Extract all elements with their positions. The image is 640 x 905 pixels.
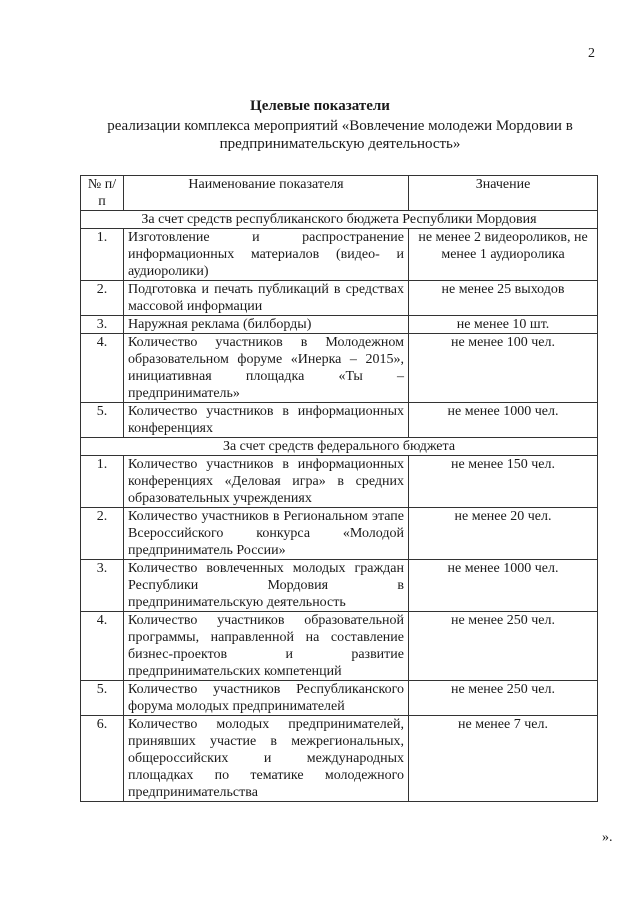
row-value: не менее 7 чел. [409, 716, 598, 802]
row-name: Количество участников в информационных конференциях [124, 403, 409, 438]
row-value: не менее 250 чел. [409, 681, 598, 716]
table-row [81, 716, 598, 802]
row-name: Подготовка и печать публикаций в средствах массовой информации [124, 281, 409, 316]
row-name: Изготовление и распространение информационных материалов (видео- и аудиоролики) [124, 229, 409, 281]
row-num: 5. [81, 681, 124, 716]
document-title: Целевые показатели [250, 98, 390, 114]
table-row [81, 334, 598, 403]
table-row [81, 316, 598, 334]
section-title: За счет средств федерального бюджета [81, 438, 598, 456]
target-indicators-table [80, 175, 598, 802]
page-number: 2 [588, 46, 595, 61]
table-row [81, 560, 598, 612]
row-name: Количество молодых предпринимателей, принявших участие в межрегиональных, общероссийских и международных площадках по тематике молодежного предпринимательства [124, 716, 409, 802]
header-num: № п/п [81, 176, 124, 211]
row-num: 6. [81, 716, 124, 802]
row-value: не менее 2 видеороликов, не менее 1 аудиоролика [409, 229, 598, 281]
row-value: не менее 100 чел. [409, 334, 598, 403]
row-num: 3. [81, 560, 124, 612]
row-num: 4. [81, 334, 124, 403]
row-value: не менее 1000 чел. [409, 403, 598, 438]
row-name: Количество участников в Региональном этапе Всероссийского конкурса «Молодой предприниматель России» [124, 508, 409, 560]
row-num: 1. [81, 456, 124, 508]
table-row [81, 681, 598, 716]
header-name: Наименование показателя [124, 176, 409, 211]
row-num: 4. [81, 612, 124, 681]
table-header-row [81, 176, 598, 211]
row-name: Количество участников в Молодежном образовательном форуме «Инерка – 2015», инициативная площадка «Ты – предприниматель» [124, 334, 409, 403]
row-value: не менее 1000 чел. [409, 560, 598, 612]
row-name: Наружная реклама (билборды) [124, 316, 409, 334]
row-name: Количество участников образовательной программы, направленной на составление бизнес-проектов и развитие предпринимательских компетенций [124, 612, 409, 681]
table-row [81, 612, 598, 681]
row-num: 1. [81, 229, 124, 281]
table-row [81, 403, 598, 438]
document-subtitle: реализации комплекса мероприятий «Вовлечение молодежи Мордовии в предпринимательскую деятельность» [107, 118, 573, 152]
row-name: Количество вовлеченных молодых граждан Республики Мордовия в предпринимательскую деятельность [124, 560, 409, 612]
row-num: 5. [81, 403, 124, 438]
row-value: не менее 10 шт. [409, 316, 598, 334]
table-row [81, 281, 598, 316]
section-row [81, 438, 598, 456]
table-row [81, 456, 598, 508]
row-num: 2. [81, 281, 124, 316]
row-value: не менее 250 чел. [409, 612, 598, 681]
closing-quote-mark: ». [602, 830, 613, 845]
row-num: 2. [81, 508, 124, 560]
table-row [81, 508, 598, 560]
row-value: не менее 25 выходов [409, 281, 598, 316]
row-value: не менее 20 чел. [409, 508, 598, 560]
row-num: 3. [81, 316, 124, 334]
section-title: За счет средств республиканского бюджета Республики Мордовия [81, 211, 598, 229]
table-row [81, 229, 598, 281]
header-value: Значение [409, 176, 598, 211]
section-row [81, 211, 598, 229]
row-value: не менее 150 чел. [409, 456, 598, 508]
row-name: Количество участников Республиканского форума молодых предпринимателей [124, 681, 409, 716]
row-name: Количество участников в информационных конференциях «Деловая игра» в средних образовательных учреждениях [124, 456, 409, 508]
